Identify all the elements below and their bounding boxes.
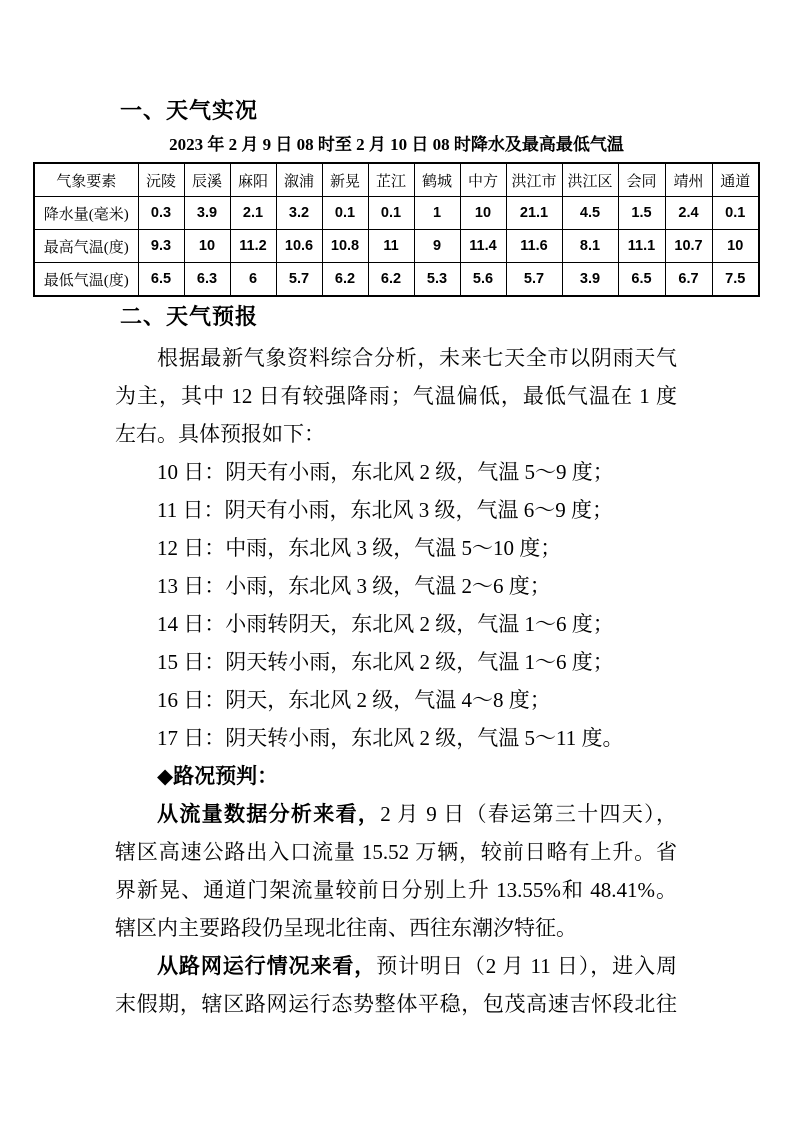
table-header-row <box>34 163 759 197</box>
value-cell: 10 <box>460 197 506 230</box>
body-text <box>115 339 677 1023</box>
road-para1-line: 辖区内主要路段仍呈现北往南、西往东潮汐特征。 <box>115 916 577 940</box>
header-cell-station: 麻阳 <box>230 163 276 197</box>
header-cell-station: 辰溪 <box>184 163 230 197</box>
value-cell: 6.5 <box>138 263 184 297</box>
value-cell: 5.7 <box>506 263 562 297</box>
header-cell-station: 靖州 <box>665 163 712 197</box>
value-cell: 10 <box>184 230 230 263</box>
forecast-line-day12: 12 日：中雨，东北风 3 级，气温 5～10 度； <box>157 536 562 560</box>
forecast-line-day16: 16 日：阴天，东北风 2 级，气温 4～8 度； <box>157 688 551 712</box>
value-cell: 0.1 <box>712 197 759 230</box>
road-para1-line1-rest: 2 月 9 日（春运第三十四天）， <box>380 802 678 826</box>
value-cell: 0.3 <box>138 197 184 230</box>
header-cell-station: 新晃 <box>322 163 368 197</box>
value-cell: 3.2 <box>276 197 322 230</box>
value-cell: 6.7 <box>665 263 712 297</box>
intro-line: 左右。具体预报如下： <box>115 422 325 446</box>
header-cell-station: 芷江 <box>368 163 414 197</box>
header-cell-element: 气象要素 <box>34 163 138 197</box>
value-cell: 10.7 <box>665 230 712 263</box>
forecast-line-day13: 13 日：小雨，东北风 3 级，气温 2～6 度； <box>157 574 551 598</box>
road-para2-line: 末假期，辖区路网运行态势整体平稳，包茂高速吉怀段北往 <box>115 992 677 1016</box>
table-row-max-temp <box>34 230 759 263</box>
road-para2-line1-rest: 预计明日（2 月 11 日），进入周 <box>376 954 677 978</box>
section1-heading: 一、天气实况 <box>120 98 259 123</box>
header-cell-station: 溆浦 <box>276 163 322 197</box>
road-para1-line: 辖区高速公路出入口流量 15.52 万辆，较前日略有上升。省 <box>115 840 677 864</box>
value-cell: 6.2 <box>322 263 368 297</box>
value-cell: 6.3 <box>184 263 230 297</box>
value-cell: 11.4 <box>460 230 506 263</box>
value-cell: 1.5 <box>618 197 665 230</box>
header-cell-station: 洪江区 <box>562 163 618 197</box>
intro-line: 根据最新气象资料综合分析，未来七天全市以阴雨天气 <box>157 346 677 370</box>
forecast-line-day14: 14 日：小雨转阴天，东北风 2 级，气温 1～6 度； <box>157 612 614 636</box>
value-cell: 4.5 <box>562 197 618 230</box>
value-cell: 11.1 <box>618 230 665 263</box>
header-cell-station: 沅陵 <box>138 163 184 197</box>
value-cell: 0.1 <box>322 197 368 230</box>
road-para1-lead: 从流量数据分析来看， <box>157 802 381 826</box>
value-cell: 5.3 <box>414 263 460 297</box>
header-cell-station: 会同 <box>618 163 665 197</box>
value-cell: 6 <box>230 263 276 297</box>
value-cell: 3.9 <box>562 263 618 297</box>
forecast-line-day10: 10 日：阴天有小雨，东北风 2 级，气温 5～9 度； <box>157 460 614 484</box>
section2-heading: 二、天气预报 <box>120 304 259 329</box>
value-cell: 11.2 <box>230 230 276 263</box>
value-cell: 10.8 <box>322 230 368 263</box>
value-cell: 6.5 <box>618 263 665 297</box>
value-cell: 8.1 <box>562 230 618 263</box>
value-cell: 9 <box>414 230 460 263</box>
header-cell-station: 中方 <box>460 163 506 197</box>
value-cell: 3.9 <box>184 197 230 230</box>
road-para2-lead: 从路网运行情况来看， <box>157 954 377 978</box>
value-cell: 7.5 <box>712 263 759 297</box>
value-cell: 6.2 <box>368 263 414 297</box>
forecast-line-day11: 11 日：阴天有小雨，东北风 3 级，气温 6～9 度； <box>157 498 613 522</box>
row-label-cell: 降水量(毫米) <box>34 197 138 230</box>
table-row-min-temp <box>34 263 759 297</box>
road-conditions-heading: ◆路况预判： <box>157 764 279 788</box>
value-cell: 0.1 <box>368 197 414 230</box>
value-cell: 10.6 <box>276 230 322 263</box>
intro-line: 为主，其中 12 日有较强降雨；气温偏低，最低气温在 1 度 <box>115 384 677 408</box>
weather-table <box>33 162 760 297</box>
value-cell: 10 <box>712 230 759 263</box>
forecast-line-day17: 17 日：阴天转小雨，东北风 2 级，气温 5～11 度。 <box>157 726 624 750</box>
header-cell-station: 洪江市 <box>506 163 562 197</box>
value-cell: 9.3 <box>138 230 184 263</box>
road-para1-line <box>115 795 677 833</box>
value-cell: 1 <box>414 197 460 230</box>
header-cell-station: 通道 <box>712 163 759 197</box>
value-cell: 2.1 <box>230 197 276 230</box>
header-cell-station: 鹤城 <box>414 163 460 197</box>
road-para2-line <box>115 947 677 985</box>
table-row-precipitation <box>34 197 759 230</box>
value-cell: 5.6 <box>460 263 506 297</box>
forecast-line-day15: 15 日：阴天转小雨，东北风 2 级，气温 1～6 度； <box>157 650 614 674</box>
row-label-cell: 最低气温(度) <box>34 263 138 297</box>
weather-table-title: 2023 年 2 月 9 日 08 时至 2 月 10 日 08 时降水及最高最低气温 <box>169 135 624 154</box>
road-para1-line: 界新晃、通道门架流量较前日分别上升 13.55%和 48.41%。 <box>115 878 677 902</box>
value-cell: 2.4 <box>665 197 712 230</box>
row-label-cell: 最高气温(度) <box>34 230 138 263</box>
value-cell: 21.1 <box>506 197 562 230</box>
value-cell: 11 <box>368 230 414 263</box>
value-cell: 11.6 <box>506 230 562 263</box>
value-cell: 5.7 <box>276 263 322 297</box>
